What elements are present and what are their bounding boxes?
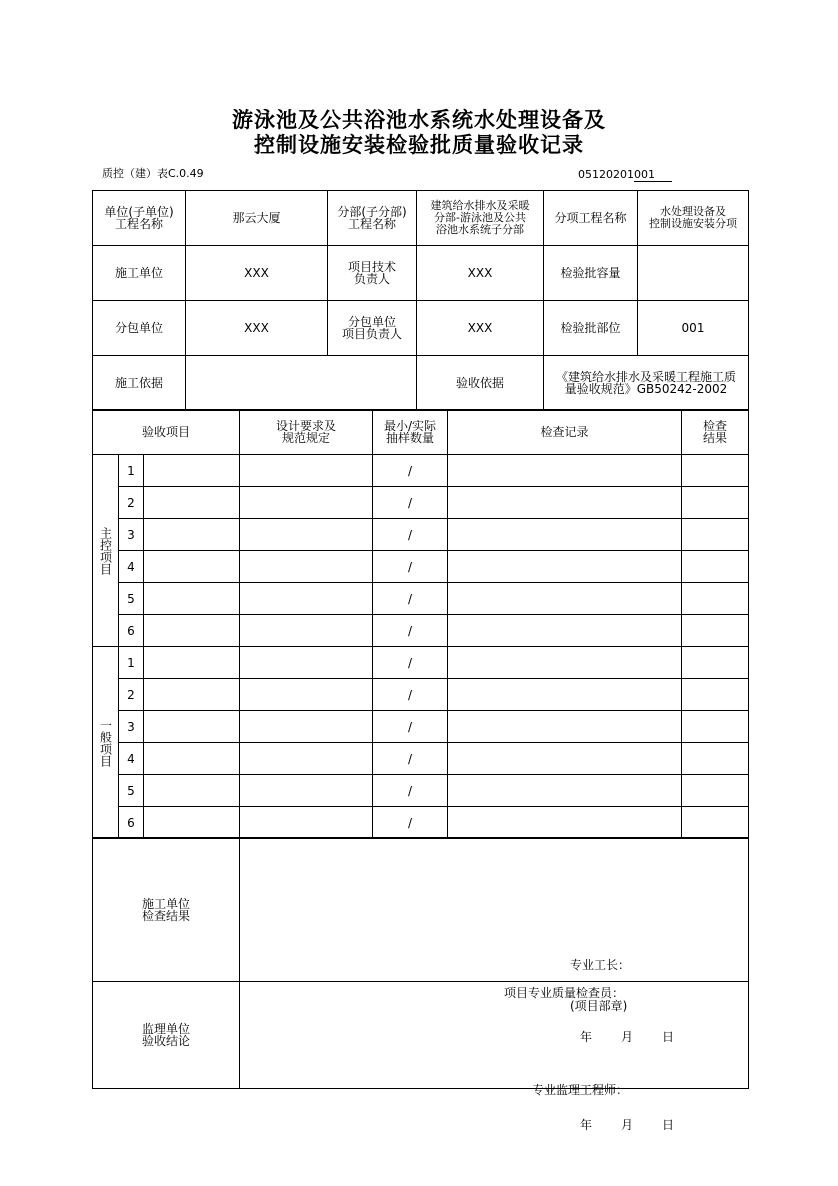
sub-lead-label: 分包单位 项目负责人 xyxy=(328,301,417,356)
row-number: 3 xyxy=(119,711,144,743)
row-number: 4 xyxy=(119,551,144,583)
item-cell[interactable] xyxy=(144,679,240,711)
form-code: 质控（建）表C.0.49 xyxy=(102,167,204,180)
result-cell[interactable] xyxy=(682,487,749,519)
result-cell[interactable] xyxy=(682,679,749,711)
date-day: 日 xyxy=(662,1029,675,1044)
page-title-line-2: 控制设施安装检验批质量验收记录 xyxy=(254,132,584,157)
acceptance-basis-label: 验收依据 xyxy=(417,356,544,411)
general-group-label: 一般项目 xyxy=(93,647,119,839)
result-cell[interactable] xyxy=(682,807,749,839)
design-cell[interactable] xyxy=(240,615,373,647)
result-cell[interactable] xyxy=(682,775,749,807)
construction-check-area[interactable] xyxy=(240,838,749,1044)
contractor-value[interactable]: XXX xyxy=(186,246,328,301)
date-month: 月 xyxy=(621,1029,634,1044)
item-cell[interactable] xyxy=(144,775,240,807)
row-number: 2 xyxy=(119,679,144,711)
construction-basis-value[interactable] xyxy=(186,356,417,411)
item-cell[interactable] xyxy=(144,807,240,839)
row-number: 4 xyxy=(119,743,144,775)
row-number: 2 xyxy=(119,487,144,519)
unit-name-label: 单位(子单位) 工程名称 xyxy=(93,191,186,246)
col-header-design: 设计要求及 规范规定 xyxy=(240,410,373,455)
record-cell[interactable] xyxy=(448,775,682,807)
result-cell[interactable] xyxy=(682,615,749,647)
item-cell[interactable] xyxy=(144,711,240,743)
record-cell[interactable] xyxy=(448,455,682,487)
tech-lead-value[interactable]: XXX xyxy=(417,246,544,301)
unit-name-value[interactable]: 那云大厦 xyxy=(186,191,328,246)
item-cell[interactable] xyxy=(144,647,240,679)
sample-cell[interactable]: / xyxy=(373,711,448,743)
result-cell[interactable] xyxy=(682,455,749,487)
record-cell[interactable] xyxy=(448,743,682,775)
result-cell[interactable] xyxy=(682,711,749,743)
sample-cell[interactable]: / xyxy=(373,647,448,679)
page-title-line-1: 游泳池及公共浴池水系统水处理设备及 xyxy=(232,107,606,132)
sample-cell[interactable]: / xyxy=(373,551,448,583)
date-year: 年 xyxy=(580,1118,593,1132)
subitem-name-value[interactable]: 水处理设备及 控制设施安装分项 xyxy=(638,191,749,246)
row-number: 1 xyxy=(119,455,144,487)
row-number: 3 xyxy=(119,519,144,551)
foreman-label: 专业工长： xyxy=(570,957,631,972)
sample-cell[interactable]: / xyxy=(373,775,448,807)
project-seal-label: (项目部章) xyxy=(570,998,628,1013)
supervision-conclusion-label: 监理单位 验收结论 xyxy=(93,982,240,1089)
result-cell[interactable] xyxy=(682,583,749,615)
sample-cell[interactable]: / xyxy=(373,615,448,647)
doc-number-suffix[interactable]: 001 xyxy=(634,168,672,182)
item-cell[interactable] xyxy=(144,519,240,551)
contractor-label: 施工单位 xyxy=(93,246,186,301)
supervision-engineer-label: 专业监理工程师： xyxy=(532,1083,629,1097)
result-cell[interactable] xyxy=(682,551,749,583)
subitem-name-label: 分项工程名称 xyxy=(544,191,638,246)
design-cell[interactable] xyxy=(240,455,373,487)
design-cell[interactable] xyxy=(240,487,373,519)
date-year: 年 xyxy=(580,1029,593,1044)
record-cell[interactable] xyxy=(448,615,682,647)
record-cell[interactable] xyxy=(448,519,682,551)
division-name-label: 分部(子分部) 工程名称 xyxy=(328,191,417,246)
item-cell[interactable] xyxy=(144,487,240,519)
division-name-value[interactable]: 建筑给水排水及采暖 分部-游泳池及公共 浴池水系统子分部 xyxy=(417,191,544,246)
design-cell[interactable] xyxy=(240,679,373,711)
sample-cell[interactable]: / xyxy=(373,583,448,615)
design-cell[interactable] xyxy=(240,711,373,743)
row-number: 5 xyxy=(119,775,144,807)
construction-basis-label: 施工依据 xyxy=(93,356,186,411)
row-number: 6 xyxy=(119,615,144,647)
sample-cell[interactable]: / xyxy=(373,743,448,775)
design-cell[interactable] xyxy=(240,647,373,679)
batch-capacity-value[interactable] xyxy=(638,246,749,301)
construction-check-label: 施工单位 检查结果 xyxy=(93,838,240,982)
design-cell[interactable] xyxy=(240,551,373,583)
row-number: 6 xyxy=(119,807,144,839)
sample-cell[interactable]: / xyxy=(373,519,448,551)
sample-cell[interactable]: / xyxy=(373,807,448,839)
record-cell[interactable] xyxy=(448,679,682,711)
design-cell[interactable] xyxy=(240,743,373,775)
row-number: 1 xyxy=(119,647,144,679)
item-cell[interactable] xyxy=(144,615,240,647)
sub-lead-value[interactable]: XXX xyxy=(417,301,544,356)
record-cell[interactable] xyxy=(448,807,682,839)
item-cell[interactable] xyxy=(144,583,240,615)
record-cell[interactable] xyxy=(448,551,682,583)
acceptance-basis-value[interactable]: 《建筑给水排水及采暖工程施工质 量验收规范》GB50242-2002 xyxy=(544,356,749,411)
result-cell[interactable] xyxy=(682,743,749,775)
batch-location-value[interactable]: 001 xyxy=(638,301,749,356)
date-month: 月 xyxy=(621,1118,634,1132)
design-cell[interactable] xyxy=(240,775,373,807)
design-cell[interactable] xyxy=(240,519,373,551)
row-number: 5 xyxy=(119,583,144,615)
design-cell[interactable] xyxy=(240,807,373,839)
doc-number-prefix: 05120201 xyxy=(578,168,634,181)
result-cell[interactable] xyxy=(682,647,749,679)
quality-inspector-label: 项目专业质量检查员： xyxy=(504,985,625,1000)
sample-cell[interactable]: / xyxy=(373,455,448,487)
design-cell[interactable] xyxy=(240,583,373,615)
record-cell[interactable] xyxy=(448,487,682,519)
header-table xyxy=(92,190,749,411)
sample-cell[interactable]: / xyxy=(373,679,448,711)
result-cell[interactable] xyxy=(682,519,749,551)
main-control-group-label: 主控项目 xyxy=(93,455,119,647)
batch-location-label: 检验批部位 xyxy=(544,301,638,356)
batch-capacity-label: 检验批容量 xyxy=(544,246,638,301)
document-number xyxy=(578,168,672,182)
subcontractor-value[interactable]: XXX xyxy=(186,301,328,356)
sample-cell[interactable]: / xyxy=(373,487,448,519)
item-cell[interactable] xyxy=(144,455,240,487)
col-header-record: 检查记录 xyxy=(448,410,682,455)
record-cell[interactable] xyxy=(448,647,682,679)
record-cell[interactable] xyxy=(448,583,682,615)
item-cell[interactable] xyxy=(144,743,240,775)
col-header-sample: 最小/实际 抽样数量 xyxy=(373,410,448,455)
signature-table xyxy=(92,837,749,1132)
record-cell[interactable] xyxy=(448,711,682,743)
check-items-table xyxy=(92,409,749,839)
tech-lead-label: 项目技术 负责人 xyxy=(328,246,417,301)
date-day: 日 xyxy=(662,1118,675,1132)
col-header-result: 检查 结果 xyxy=(682,410,749,455)
subcontractor-label: 分包单位 xyxy=(93,301,186,356)
col-header-item: 验收项目 xyxy=(93,410,240,455)
item-cell[interactable] xyxy=(144,551,240,583)
